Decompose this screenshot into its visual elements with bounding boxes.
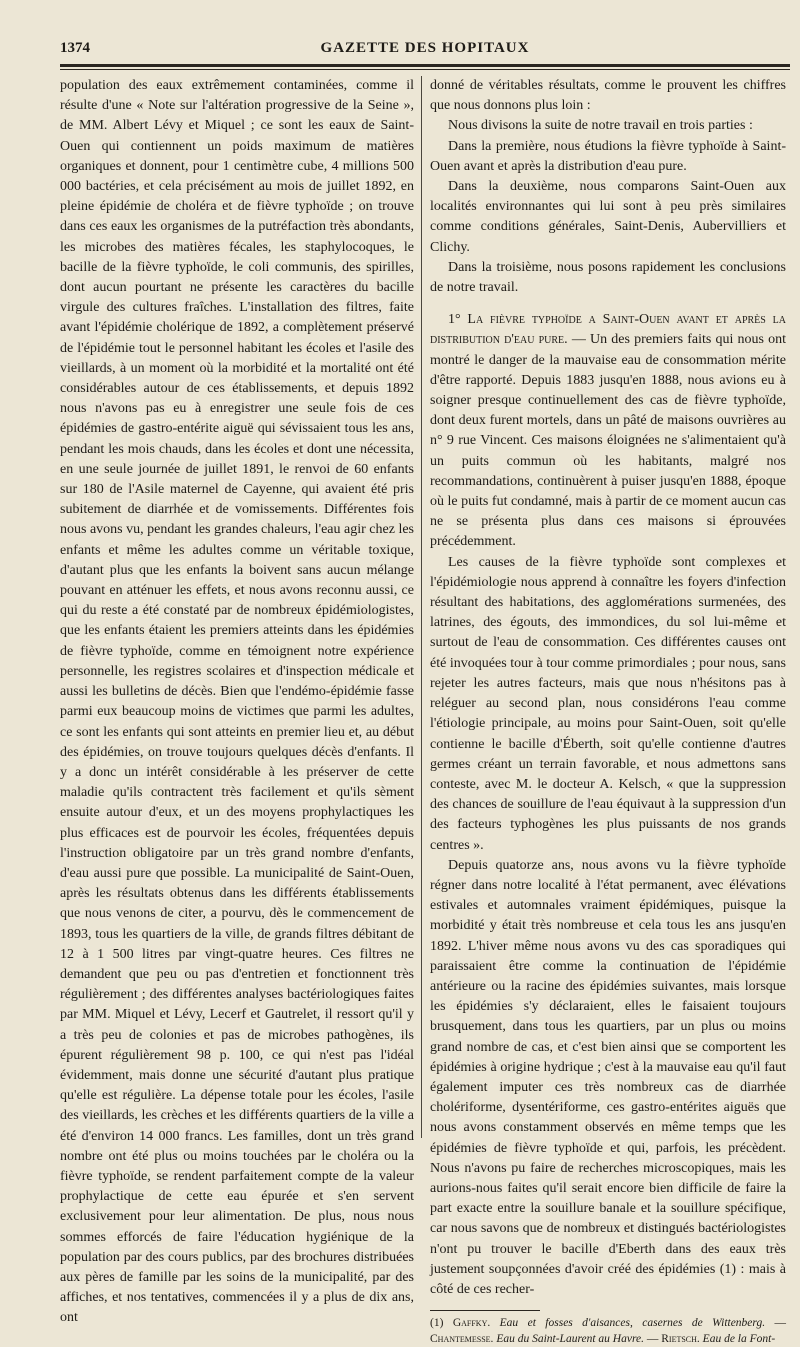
paragraph: population des eaux extrêmement contaminées, comme il résulte d'une « Note sur l'altération progressive de la Seine », de MM. Albert Lévy et Miquel ; ce sont les eaux de Saint-Ouen qui contiennent un poids maximum de matières organiques et donnent, pour 1 centimètre cube, 4 millions 500 000 bactéries, et cela précisément au mois de juillet 1892, en pleine épidémie de choléra et de fièvre typhoïde ; on trouve dans ces eaux les organismes de la putréfaction très abondants, les microbes des matières fécales, les staphylocoques, le bacille de la fièvre typhoïde, le coli communis, des spirilles, dont aucun pourtant ne présente les caractères du bacille virgule des cultures fraîches. L'installation des filtres, faite avant l'épidémie cholérique de 1892, a complètement préservé de l'épidémie tout le personnel habitant les écoles et l'asile des vieillards, à un moment où la morbidité et la mortalité ont été considérables autour de ces établissements, et depuis 1892 nous n'avons pas eu à enregistrer une seule fois de ces épidémies de gastro-entérite aiguë qui sévissaient tous les ans, pendant les mois chauds, dans les écoles et dont une nécessita, en une seule journée de juillet 1891, le renvoi de 60 enfants sur 180 de l'Asile maternel de Cayenne, qui avaient été pris subitement de diarrhée et de vomissements. Différentes fois nous avons vu, pendant les grandes chaleurs, l'eau agir chez les enfants et même les adultes comme un véritable toxique, d'autant plus que les enfants la boivent sans aucun mélange pouvant en atténuer les effets, et nous avons reconnu aussi, ce qui du reste a été constaté par de nombreux épidémiologistes, que les enfants étaient les premiers atteints dans les épidémies de fièvre typhoïde, comme en témoignent notre expérience personnelle, les registres scolaires et d'inspection médicale et aussi les bulletins de décès. Bien que l'endémo-épidémie fasse parmi eux beaucoup moins de victimes que parmi les adultes, ce sont les enfants qui sont atteints en premier lieu et, au début des épidémies, on trouve toujours quelques décès d'enfants. Il y a donc un intérêt considérable à les préserver de cette maladie qu'ils contractent très facilement et qu'ils sèment ensuite autour d'eux, et un des moyens prophylactiques les plus efficaces est de pourvoir les écoles, fréquentées depuis l'instruction obligatoire par un très grand nombre d'enfants, d'eau aussi pure que possible. La municipalité de Saint-Ouen, après les résultats obtenus dans les différents établissements que nous venons de citer, a pourvu, dès le commencement de 1893, tous les quartiers de la ville, de grands filtres débitant de 12 à 1 500 litres par vingt-quatre heures. Ces filtres ne demandent que peu ou pas d'entretien et fonctionnent très régulièrement ; des différentes analyses bactériologiques faites par MM. Miquel et Lévy, Lecerf et Gautrelet, il ressort qu'il y a très peu de colonies et pas de microbes pathogènes, ils épurent régulièrement 98 p. 100, ce qui n'est pas l'idéal évidemment, mais donne une sécurité d'autant plus pratique qu'elle est régulière. La dépense totale pour les écoles, l'asile des vieillards, les crèches et les différents quartiers de la ville a été d'environ 14 000 francs. Les familles, dont un très grand nombre ont été plus ou moins touchées par le choléra ou la fièvre typhoïde, se rendent parfaitement compte de la valeur prophylactique de cette eau épurée et s'en servent exclusivement pour leur alimentation. De plus, nous nous sommes efforcés de faire l'éducation hygiénique de la population par des cours publics, par des brochures distribuées aux pères de famille par les soins de la municipalité, par des affiches, et nos tentatives, commencées il y a plus de dix ans, ont bbox=[60, 78, 414, 1326]
page-header bbox=[60, 38, 790, 62]
header-rule-thick bbox=[60, 64, 790, 67]
section-title: La fièvre typhoïde a Saint-Ouen avant et après la distribution d'eau pure. bbox=[430, 312, 786, 348]
journal-title: GAZETTE DES HOPITAUX bbox=[320, 40, 530, 56]
footnote: (1) Gaffky. Eau et fosses d'aisances, casernes de Wittenberg. — Chantemesse. Eau du Saint-Laurent au Havre. — Rietsch. Eau de la Font- bbox=[430, 1317, 786, 1346]
left-column bbox=[60, 76, 414, 1329]
footnote-author: Chantemesse. bbox=[430, 1333, 494, 1346]
section-text: — Un des premiers faits qui nous ont montré le danger de la mauvaise eau de consommation mérite d'être rapporté. Depuis 1883 jusqu'en 1888, nous avions eu à soigner presque continuellement des cas de fièvre typhoïde, dont deux furent mortels, dans un pâté de maisons ouvrières au n° 9 rue Vincent. Ces maisons éloignées ne s'alimentaient qu'à un puits commun où les habitants, malgré nos recommandations, continuèrent à puiser jusqu'en 1888, époque où le puits fut condamné, mais à partir de ce moment aucun cas ne se présenta plus dans ces maisons si éprouvées précédemment. bbox=[430, 332, 786, 550]
section-paragraph bbox=[430, 310, 786, 552]
paragraph: Depuis quatorze ans, nous avons vu la fièvre typhoïde régner dans notre localité à l'état permanent, avec élévations estivales et automnales vraiment épidémiques, puisque la morbidité y était très nombreuse et cela tous les ans jusqu'en 1892. L'hiver même nous avons vu des cas sporadiques qui paraissaient être comme la continuation de l'épidémie antérieure ou la racine des épidémies suivantes, mais lorsque les épidémies s'y déclaraient, elles le faisaient toujours brusquement, dans tous les quartiers, par un plus ou moins grand nombre de cas, et c'est bien ainsi que se comportent les épidémies à origine hydrique ; c'est à la mauvaise eau qu'il faut également imputer ces très nombreux cas de diarrhée cholériforme, dysentériforme, ces gastro-entérites aiguës que nous avons constamment observés en même temps que les épidémies de fièvre typhoïde et qui, parfois, les précèdent. Nous n'avons pu faire de recherches microscopiques, mais les aurions-nous faites qu'il serait encore bien difficile de faire la part exacte entre la souillure banale et la souillure spécifique, car nous savons que de nombreux et distingués bactériologistes n'ont pu trouver le bacille d'Eberth dans des eaux très justement soupçonnées d'avoir créé des épidémies (1) : mais à côté de ces recher- bbox=[430, 857, 786, 1297]
footnote-title: Eau et fosses d'aisances, casernes de Wittenberg. bbox=[499, 1317, 766, 1330]
section-number: 1° bbox=[448, 312, 461, 328]
paragraph: Nous divisons la suite de notre travail en trois parties : bbox=[448, 118, 753, 134]
paragraph: Dans la troisième, nous posons rapidement les conclusions de notre travail. bbox=[430, 259, 786, 296]
paragraph: Dans la deuxième, nous comparons Saint-Ouen aux localités environnantes qui lui sont à peu près similaires comme conditions générales, Saint-Denis, Aubervilliers et Clichy. bbox=[430, 179, 786, 255]
footnote-author: Rietsch. bbox=[661, 1333, 700, 1346]
paragraph: Les causes de la fièvre typhoïde sont complexes et l'épidémiologie nous apprend à connaître les foyers d'infection résultant des habitations, des agglomérations surmenées, des latrines, des égouts, des immondices, du sol lui-même et surtout de l'eau de consommation. Ces différentes causes ont été invoquées tour à tour comme primordiales ; pour nous, sans rejeter les autres facteurs, mais que nous n'hésitons pas à reléguer au second plan, nous considérons l'eau comme l'étiologie principale, au moins pour Saint-Ouen, soit qu'elle contienne le bacille d'Éberth, soit qu'elle contienne d'autres germes créant un terrain favorable, et nous admettons sans conteste, avec M. le docteur A. Kelsch, « que la suppression des chances de souillure de l'eau équivaut à la suppression d'un des facteurs typhogènes les plus puissants de nos grands centres ». bbox=[430, 554, 786, 853]
paragraph: donné de véritables résultats, comme le prouvent les chiffres que nous donnons plus loin : bbox=[430, 78, 786, 114]
footnote-title: Eau du Saint-Laurent au Havre. bbox=[496, 1333, 644, 1346]
paragraph: Dans la première, nous étudions la fièvre typhoïde à Saint-Ouen avant et après la distribution d'eau pure. bbox=[430, 138, 786, 174]
column-divider bbox=[421, 76, 422, 1138]
footnote-author: Gaffky. bbox=[452, 1317, 491, 1330]
footnote-title: Eau de la Font- bbox=[702, 1333, 776, 1346]
footnote-rule bbox=[430, 1310, 540, 1311]
page-number: 1374 bbox=[60, 40, 90, 56]
right-column bbox=[430, 76, 786, 1347]
section-gap bbox=[430, 298, 786, 310]
footnote-marker: (1) bbox=[430, 1317, 444, 1330]
header-rule-thin bbox=[60, 69, 790, 70]
